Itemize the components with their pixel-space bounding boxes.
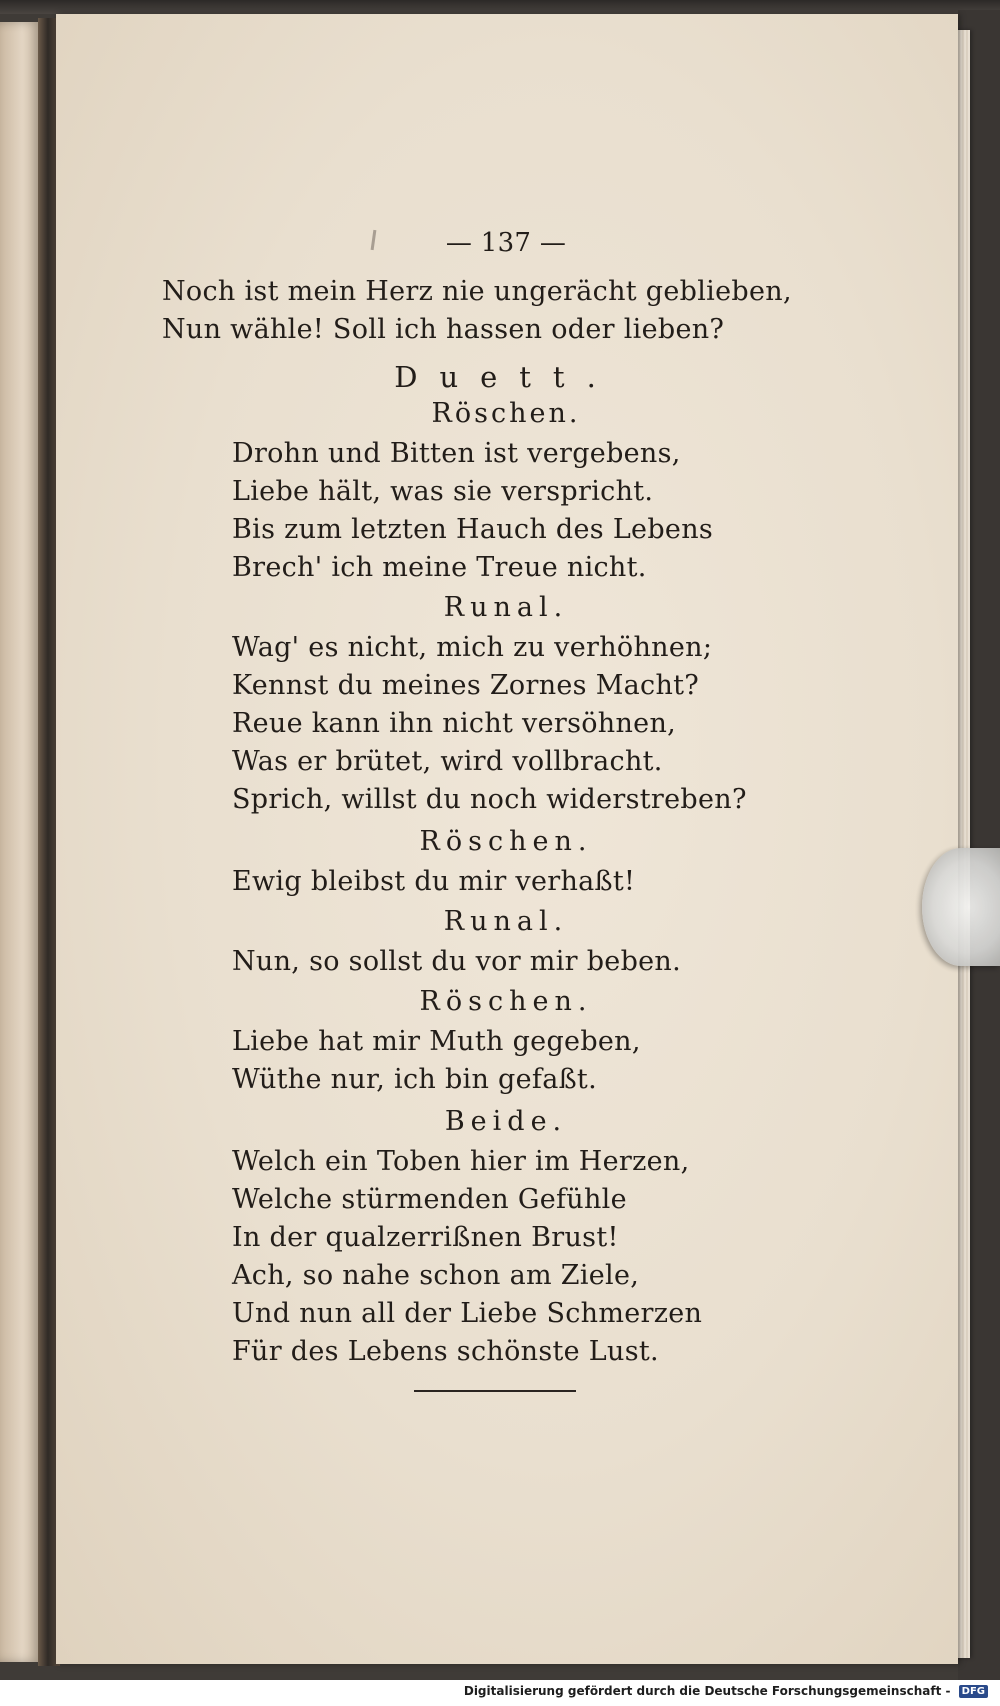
verse-line: Nun wähle! Soll ich hassen oder lieben? xyxy=(162,314,725,345)
page-clip xyxy=(922,848,1000,966)
speaker-name: Röschen. xyxy=(419,826,593,857)
speaker-name: Röschen. xyxy=(419,986,593,1017)
verse-line: Ewig bleibst du mir verhaßt! xyxy=(232,866,636,897)
verse-line: Noch ist mein Herz nie ungerächt geblieben, xyxy=(162,276,792,307)
speaker-name: Röschen. xyxy=(431,398,581,429)
verse-line: Brech' ich meine Treue nicht. xyxy=(232,552,647,583)
verse-line: Und nun all der Liebe Schmerzen xyxy=(232,1298,703,1329)
verse-line: Liebe hält, was sie verspricht. xyxy=(232,476,654,507)
speaker-name: Beide. xyxy=(444,1106,568,1137)
verse-line: In der qualzerrißnen Brust! xyxy=(232,1222,619,1253)
end-rule xyxy=(414,1390,576,1392)
verse-line: Wüthe nur, ich bin gefaßt. xyxy=(232,1064,597,1095)
page-content xyxy=(56,14,958,1664)
verse-line: Wag' es nicht, mich zu verhöhnen; xyxy=(232,632,713,663)
digitization-credit xyxy=(464,1684,988,1698)
verse-line: Welch ein Toben hier im Herzen, xyxy=(232,1146,690,1177)
dfg-logo: DFG xyxy=(959,1685,988,1698)
verse-line: Kennst du meines Zornes Macht? xyxy=(232,670,700,701)
book-page xyxy=(56,14,958,1664)
verse-line: Drohn und Bitten ist vergebens, xyxy=(232,438,681,469)
verse-line: Liebe hat mir Muth gegeben, xyxy=(232,1026,641,1057)
verse-line: Sprich, willst du noch widerstreben? xyxy=(232,784,747,815)
section-heading: Duett. xyxy=(394,360,618,394)
speaker-name: Runal. xyxy=(443,592,569,623)
credit-text: Digitalisierung gefördert durch die Deutsche Forschungsgemeinschaft - xyxy=(463,1684,951,1698)
verse-line: Welche stürmenden Gefühle xyxy=(232,1184,627,1215)
verse-line: Für des Lebens schönste Lust. xyxy=(232,1336,659,1367)
verse-line: Ach, so nahe schon am Ziele, xyxy=(232,1260,640,1291)
page-number: — 137 — xyxy=(445,228,567,258)
facing-page-edge xyxy=(0,22,40,1662)
verse-line: Reue kann ihn nicht versöhnen, xyxy=(232,708,677,739)
scan-top-edge xyxy=(0,0,1000,14)
verse-line: Bis zum letzten Hauch des Lebens xyxy=(232,514,714,545)
speaker-name: Runal. xyxy=(443,906,569,937)
verse-line: Was er brütet, wird vollbracht. xyxy=(232,746,663,777)
verse-line: Nun, so sollst du vor mir beben. xyxy=(232,946,682,977)
